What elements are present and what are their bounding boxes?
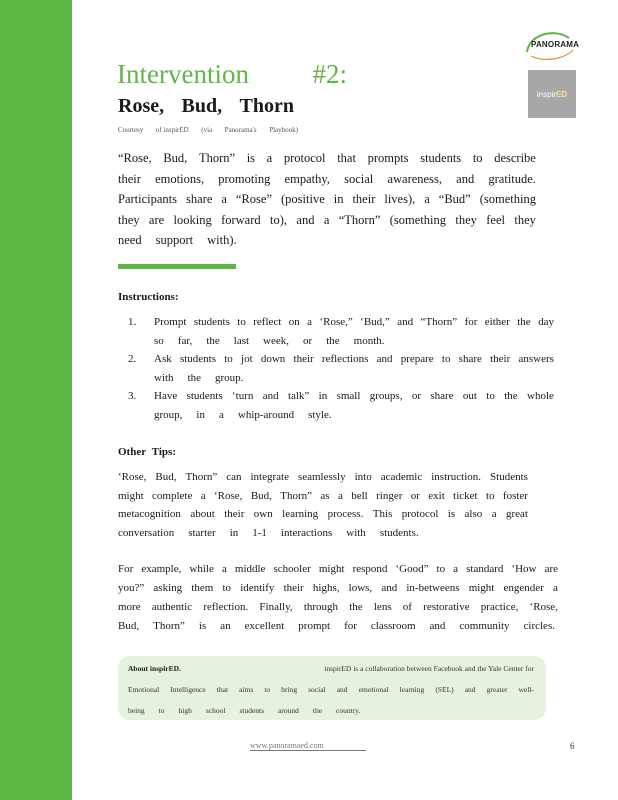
word: with [154,371,174,384]
word: ringer [376,489,403,502]
word: small [336,390,361,402]
about-label: About inspirED. [128,664,181,673]
word: authentic [151,601,193,613]
word: a [424,192,430,206]
word: to [237,316,246,328]
word: bell [351,489,368,502]
word: students [239,706,265,715]
about-line [128,658,534,679]
word: for [344,620,357,632]
word: and [296,212,315,227]
word: For [118,563,134,575]
word: Students [490,471,528,483]
word: is [447,508,456,520]
word: to), [270,212,288,227]
word: lives), [384,192,416,206]
word: Thorn” [198,151,236,165]
title-word: #2: [312,59,347,89]
word: process. [327,508,364,520]
word: ‘Bud,” [360,316,390,328]
word: out [462,390,477,402]
word: a [221,192,227,206]
word: the [187,371,202,384]
word: in [333,192,344,206]
inspired-logo-left: inspir [536,89,556,99]
word: reflection. [203,601,249,613]
tips-line [118,468,528,487]
word: might [468,582,495,594]
word: need [118,233,142,247]
word: schooler [273,563,311,575]
word: middle [234,563,266,575]
word: a [337,489,343,502]
word: a [307,316,313,328]
word: This [372,508,393,520]
word: students [186,390,223,402]
word: that [337,151,356,165]
word: forward [221,212,261,227]
word: well- [518,685,534,694]
page-subtitle [118,94,294,118]
word: are [148,212,165,227]
word: with [346,526,366,539]
footer-website-link[interactable]: www.panoramaed.com [250,741,366,751]
intro-line [118,230,536,251]
word: last [233,334,250,347]
word: to [224,353,233,365]
word: reflect [253,316,282,328]
word: in [318,390,328,402]
word: the [326,334,340,347]
word: month. [353,334,385,347]
word: the [504,390,518,402]
tips-heading-word: Other [118,446,147,458]
word: their [224,508,245,520]
word: of [402,601,412,613]
word: community [459,620,510,632]
word: their [283,582,304,594]
word: to [472,151,483,165]
word: far, [177,334,193,347]
word: lows, [348,582,373,594]
word: students. [379,526,419,539]
word: to [264,685,271,694]
word: whip-around [237,408,295,421]
word: restorative [423,601,470,613]
word: is [198,620,207,632]
word: seamlessly [297,471,346,483]
word: (SEL) [435,685,454,694]
word: learning [282,508,319,520]
word: feel [486,212,505,227]
word: while [189,563,214,575]
intro-line [118,169,536,190]
page-number: 6 [570,741,575,751]
courtesy-word: (via [201,126,213,134]
word: integrate [250,471,289,483]
word: in-betweens [406,582,460,594]
courtesy-word: of inspirED [155,126,189,134]
word: students [420,151,462,165]
tips-line [118,487,528,506]
step-line [154,406,554,425]
word: an [220,620,231,632]
panorama-logo-text: PANORAMA [531,40,580,49]
word: their [118,171,141,186]
word: social [308,685,326,694]
word: ‘Rose,” [319,316,353,328]
word: you?” [118,582,145,594]
word: country. [336,706,361,715]
word: Thorn” [185,471,218,483]
example-line [118,560,558,579]
word: protocol [283,151,326,165]
word: prepare [400,353,434,365]
word: and [456,171,475,186]
word: great [505,508,528,520]
word: prompts [367,151,409,165]
word: social [344,171,374,186]
word: groups, [369,390,403,402]
word: in [229,526,239,539]
word: whole [527,390,554,402]
step-line [154,387,554,406]
word: through [303,601,339,613]
word: ‘Rose, [118,471,147,483]
word: their [490,353,511,365]
word: asking [153,582,183,594]
word: group, [154,408,183,421]
word: week, [263,334,290,347]
word: to [436,563,446,575]
word: ‘How [511,563,537,575]
subtitle-word: Thorn [239,95,294,117]
word: Thorn” [153,620,185,632]
word: to [222,582,232,594]
word: Thorn” [280,489,313,502]
word: down [260,353,286,365]
word: to [441,353,451,365]
example-line [118,617,558,636]
step-line [154,350,554,369]
word: being [128,706,145,715]
word: 1-1 [252,526,267,539]
word: Emotional [128,685,160,694]
word: a [323,212,330,227]
word: ticket [453,489,478,502]
word: describe [494,151,536,165]
word: that [216,685,229,694]
word: Intelligence [170,685,206,694]
word: prompt [298,620,331,632]
courtesy-word: Panorama's [224,126,257,134]
instruction-step [128,350,554,387]
word: and [376,353,393,365]
word: greater [486,685,508,694]
word: so [154,334,164,347]
subtitle-word: Bud, [181,95,223,117]
word: highs, [312,582,340,594]
word: on [288,316,300,328]
example-line [118,579,558,598]
word: is [246,151,256,165]
instructions-heading: Instructions: [118,291,179,303]
word: respond [352,563,388,575]
word: might [118,489,144,502]
word: Prompt [154,316,187,328]
word: ‘Rose, [529,601,558,613]
tips-line [118,505,528,524]
tips-heading-word: Tips: [151,446,176,458]
word: emotions, [155,171,205,186]
subtitle-word: Rose, [118,95,165,117]
word: (something [479,192,536,206]
courtesy-word: Playbook) [269,126,298,134]
word: (something [389,212,446,227]
word: they [455,212,477,227]
word: example, [141,563,182,575]
word: jot [241,353,253,365]
word: exit [428,489,445,502]
word: share [186,192,213,206]
word: around [278,706,299,715]
word: bring [281,685,298,694]
step-line [154,313,554,332]
word: into [354,471,372,483]
page-title [117,58,347,90]
word: a [218,408,224,421]
word: day [538,316,554,328]
tips-line [118,524,528,543]
word: (positive [281,192,325,206]
word: or [410,489,420,502]
word: their [293,353,314,365]
word: interactions [280,526,333,539]
word: looking [173,212,212,227]
section-divider [118,264,236,269]
word: more [118,601,141,613]
word: share [430,390,454,402]
word: in [196,408,205,421]
word: own [253,508,273,520]
word: and [429,620,446,632]
word: “Rose, [118,151,152,165]
word: classroom [370,620,416,632]
about-line-rest: inspirED is a collaboration between Facebook and the Yale Center for [324,664,534,673]
about-line [128,679,534,700]
word: metacognition [118,508,181,520]
courtesy-word: Courtesy [118,126,144,134]
word: students [179,353,217,365]
word: gratitude. [488,171,536,186]
word: complete [152,489,193,502]
word: instruction. [431,471,482,483]
word: school [205,706,226,715]
word: emotional [358,685,389,694]
word: foster [502,489,528,502]
word: the [349,601,363,613]
word: they [514,212,536,227]
word: practice, [480,601,519,613]
word: about [190,508,215,520]
word: reflections [321,353,369,365]
word: ‘turn [231,390,254,402]
word: Bud, [155,471,177,483]
left-accent-bar [0,0,72,800]
instruction-step [128,313,554,350]
word: Bud, [163,151,188,165]
title-word: Intervention [117,59,249,89]
word: can [226,471,242,483]
word: or [411,390,421,402]
step-number: 2. [128,353,137,365]
word: “Rose” [235,192,273,206]
word: Have [154,390,178,402]
word: promoting [218,171,271,186]
word: conversation [118,526,175,539]
example-paragraph [118,560,558,636]
word: a [453,563,459,575]
word: high [178,706,192,715]
word: Bud, [118,620,140,632]
word: “Thorn” [338,212,381,227]
intro-line [118,148,536,169]
word: group. [215,371,244,384]
word: support [155,233,194,247]
word: a [200,489,206,502]
word: either [484,316,510,328]
word: academic [380,471,423,483]
inspired-logo [528,70,576,118]
word: empathy, [284,171,330,186]
word: the [517,316,531,328]
word: with). [207,233,237,247]
word: “Bud” [438,192,471,206]
word: and [381,582,398,594]
word: answers [518,353,554,365]
word: a [552,582,558,594]
step-number: 1. [128,316,137,328]
word: might [318,563,345,575]
word: Participants [118,192,178,206]
word: ‘Good” [395,563,429,575]
word: “Thorn” [420,316,458,328]
word: they [118,212,140,227]
courtesy-line [118,126,298,134]
word: a [221,563,227,575]
word: ‘Rose, [214,489,243,502]
intro-paragraph [118,148,536,251]
word: style. [308,408,332,421]
word: for [464,316,478,328]
word: excellent [244,620,285,632]
other-tips-heading [118,446,176,458]
word: a [491,508,497,520]
instructions-list [128,313,554,424]
word: aims [239,685,254,694]
word: share [458,353,482,365]
step-line [154,332,554,351]
word: a [266,151,273,165]
word: as [320,489,330,502]
word: the [312,706,323,715]
word: standard [466,563,504,575]
example-line [118,598,558,617]
word: also [464,508,483,520]
word: are [544,563,558,575]
inspired-logo-right: ED [556,89,568,99]
word: Bud, [250,489,272,502]
word: and [262,390,279,402]
word: talk” [287,390,310,402]
word: and [336,685,348,694]
word: to [486,390,495,402]
intro-line [118,189,536,210]
word: to [158,706,165,715]
intro-line [118,210,536,231]
word: their [352,192,376,206]
word: them [191,582,214,594]
step-number: 3. [128,390,137,402]
about-line [128,700,534,721]
word: and [464,685,476,694]
word: the [206,334,220,347]
word: and [397,316,414,328]
word: protocol [401,508,439,520]
word: lens [373,601,392,613]
step-line [154,369,554,388]
word: identify [240,582,275,594]
word: circles. [523,620,555,632]
word: starter [188,526,216,539]
instruction-step [128,387,554,424]
word: learning [399,685,425,694]
word: awareness, [387,171,442,186]
tips-paragraph [118,468,528,542]
word: to [485,489,495,502]
word: Finally, [259,601,293,613]
word: students [193,316,230,328]
word: Ask [154,353,172,365]
word: engender [503,582,544,594]
word: or [303,334,313,347]
about-inspired-box [118,656,546,720]
